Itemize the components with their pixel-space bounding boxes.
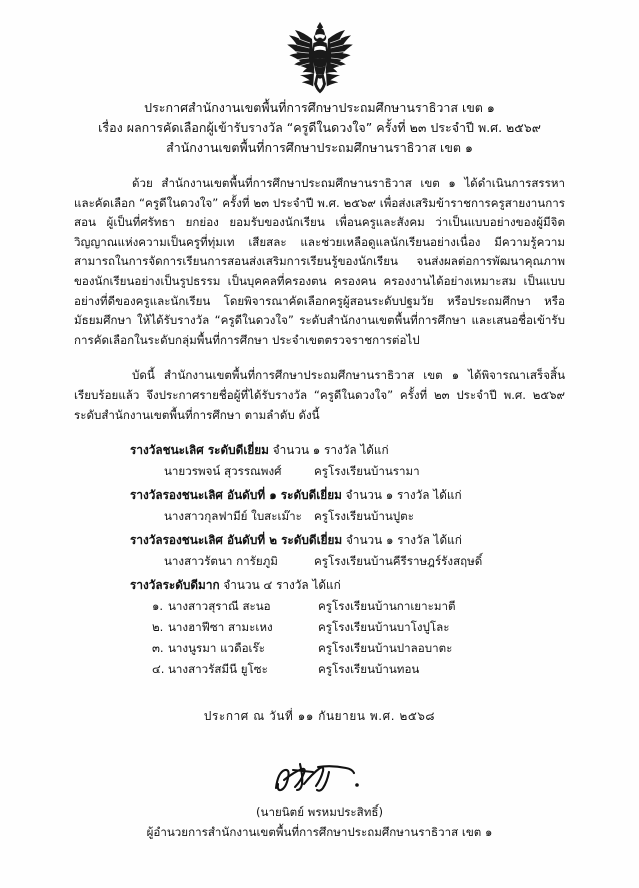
award-heading [74,574,565,596]
document-body [74,174,565,425]
heading-line-office-repeat: สำนักงานเขตพื้นที่การศึกษาประถมศึกษานราธิวาส เขต ๑ [166,140,473,155]
award-heading-count: จำนวน ๔ รางวัล ได้แก่ [219,578,341,593]
winner-name: นางนูรมา แวดือเร๊ะ [168,641,265,656]
award-heading [74,439,565,461]
handwritten-signature-icon [0,754,639,800]
list-item [74,506,565,527]
award-heading-title: รางวัลระดับดีมาก [130,578,220,593]
signatory-title: ผู้อำนวยการสำนักงานเขตพื้นที่การศึกษาประถมศึกษานราธิวาส เขต ๑ [146,825,493,840]
award-heading [74,484,565,506]
award-heading-count: จำนวน ๑ รางวัล ได้แก่ [268,443,389,458]
heading-line-office: ประกาศสำนักงานเขตพื้นที่การศึกษาประถมศึกษานราธิวาส เขต ๑ [144,100,495,115]
list-item [74,596,565,617]
award-group [74,529,565,572]
winner-number: ๑. [152,599,164,614]
winner-school: ครูโรงเรียนบ้านปูตะ [314,509,414,524]
award-group [74,574,565,680]
winner-number: ๔. [152,662,165,677]
winner-school: ครูโรงเรียนบ้านคีรีราษฎร์รังสฤษดิ์ [314,554,483,569]
list-item [74,461,565,482]
award-heading-count: จำนวน ๑ รางวัล ได้แก่ [341,488,462,503]
emblem-container [0,0,639,96]
winner-school: ครูโรงเรียนบ้านรามา [314,464,420,479]
award-heading [74,529,565,551]
winner-number: ๓. [152,641,164,656]
award-group [74,484,565,527]
winner-school: ครูโรงเรียนบ้านปาลอบาตะ [318,641,453,656]
paragraph-result: บัดนี้ สำนักงานเขตพื้นที่การศึกษาประถมศึกษานราธิวาส เขต ๑ ได้พิจารณาเสร็จสิ้นเรียบร้อยแล้ว จึงประกาศรายชื่อผู้ที่ได้รับรางวัล “ครูดีในดวงใจ” ครั้งที่ ๒๓ ประจำปี พ.ศ. ๒๕๖๙ ระดับสำนักงานเขตพื้นที่การศึกษา ตามลำดับ ดังนี้ [74,368,565,422]
list-item [74,617,565,638]
announcement-date: ประกาศ ณ วันที่ ๑๑ กันยายน พ.ศ. ๒๕๖๘ [203,709,436,724]
list-item [74,638,565,659]
winner-name: นางสาวสุราณี สะนอ [168,599,271,614]
winner-name: นางสาวกุลฟามีย์ ใบสะเม๊าะ [164,509,302,524]
winner-name: นายวรพจน์ สุวรรณพงศ์ [164,464,282,479]
winner-name: นางสาวรัตนา การัยภูมิ [164,554,278,569]
signatory-name: (นายนิตย์ พรหมประสิทธิ์) [256,805,383,820]
list-item [74,551,565,572]
paragraph-intro: ด้วย สำนักงานเขตพื้นที่การศึกษาประถมศึกษานราธิวาส เขต ๑ ได้ดำเนินการสรรหาและคัดเลือก “ครูดีในดวงใจ” ครั้งที่ ๒๓ ประจำปี พ.ศ. ๒๕๖๙ เพื่อส่งเสริมข้าราชการครูสายงานการสอน ผู้เป็นที่ศรัทธา ยกย่อง ยอมรับของนักเรียน เพื่อนครูและสังคม ว่าเป็นแบบอย่างของผู้มีจิตวิญญาณแห่งความเป็นครูที่ทุ่มเท เสียสละ และช่วยเหลือดูแลนักเรียนอย่างเนื่อง มีความรู้ความสามารถในการจัดการเรียนการสอนส่งเสริมการเรียนรู้ของนักเรียน จนส่งผลต่อการพัฒนาคุณภาพของนักเรียนอย่างเป็นรูปธรรม เป็นบุคคลที่ครองตน ครองคน ครองงานได้อย่างเหมาะสม เป็นแบบอย่างที่ดีของครูและนักเรียน โดยพิจารณาคัดเลือกครูผู้สอนระดับปฐมวัย หรือประถมศึกษา หรือมัธยมศึกษา ให้ได้รับรางวัล “ครูดีในดวงใจ” ระดับสำนักงานเขตพื้นที่การศึกษา และเสนอชื่อเข้ารับการคัดเลือกในระดับกลุ่มพื้นที่การศึกษา ประจำเขตตรวจราชการต่อไป [74,176,565,347]
award-heading-title: รางวัลรองชนะเลิศ อันดับที่ ๑ ระดับดีเยี่ยม [130,488,342,503]
award-heading-title: รางวัลชนะเลิศ ระดับดีเยี่ยม [130,443,269,458]
list-item [74,659,565,680]
winner-school: ครูโรงเรียนบ้านกาเยาะมาตี [318,599,456,614]
signature-block [0,754,639,842]
winner-name: นางสาวรัสมีนี ยูโซะ [168,662,268,677]
heading-line-subject: เรื่อง ผลการคัดเลือกผู้เข้ารับรางวัล “ครูดีในดวงใจ” ครั้งที่ ๒๓ ประจำปี พ.ศ. ๒๕๖๙ [98,120,541,135]
garuda-emblem-icon [272,18,368,98]
award-heading-count: จำนวน ๑ รางวัล ได้แก่ [342,533,462,548]
award-group [74,439,565,482]
winner-name: นางฮาฟีซา สามะเหง [168,620,273,635]
document-heading [0,98,639,158]
winner-number: ๒. [152,620,164,635]
winner-school: ครูโรงเรียนบ้านทอน [318,662,420,677]
winner-school: ครูโรงเรียนบ้านบาโงปูโละ [318,620,450,635]
award-heading-title: รางวัลรองชนะเลิศ อันดับที่ ๒ ระดับดีเยี่ยม [130,533,343,548]
awards-list [74,439,565,680]
